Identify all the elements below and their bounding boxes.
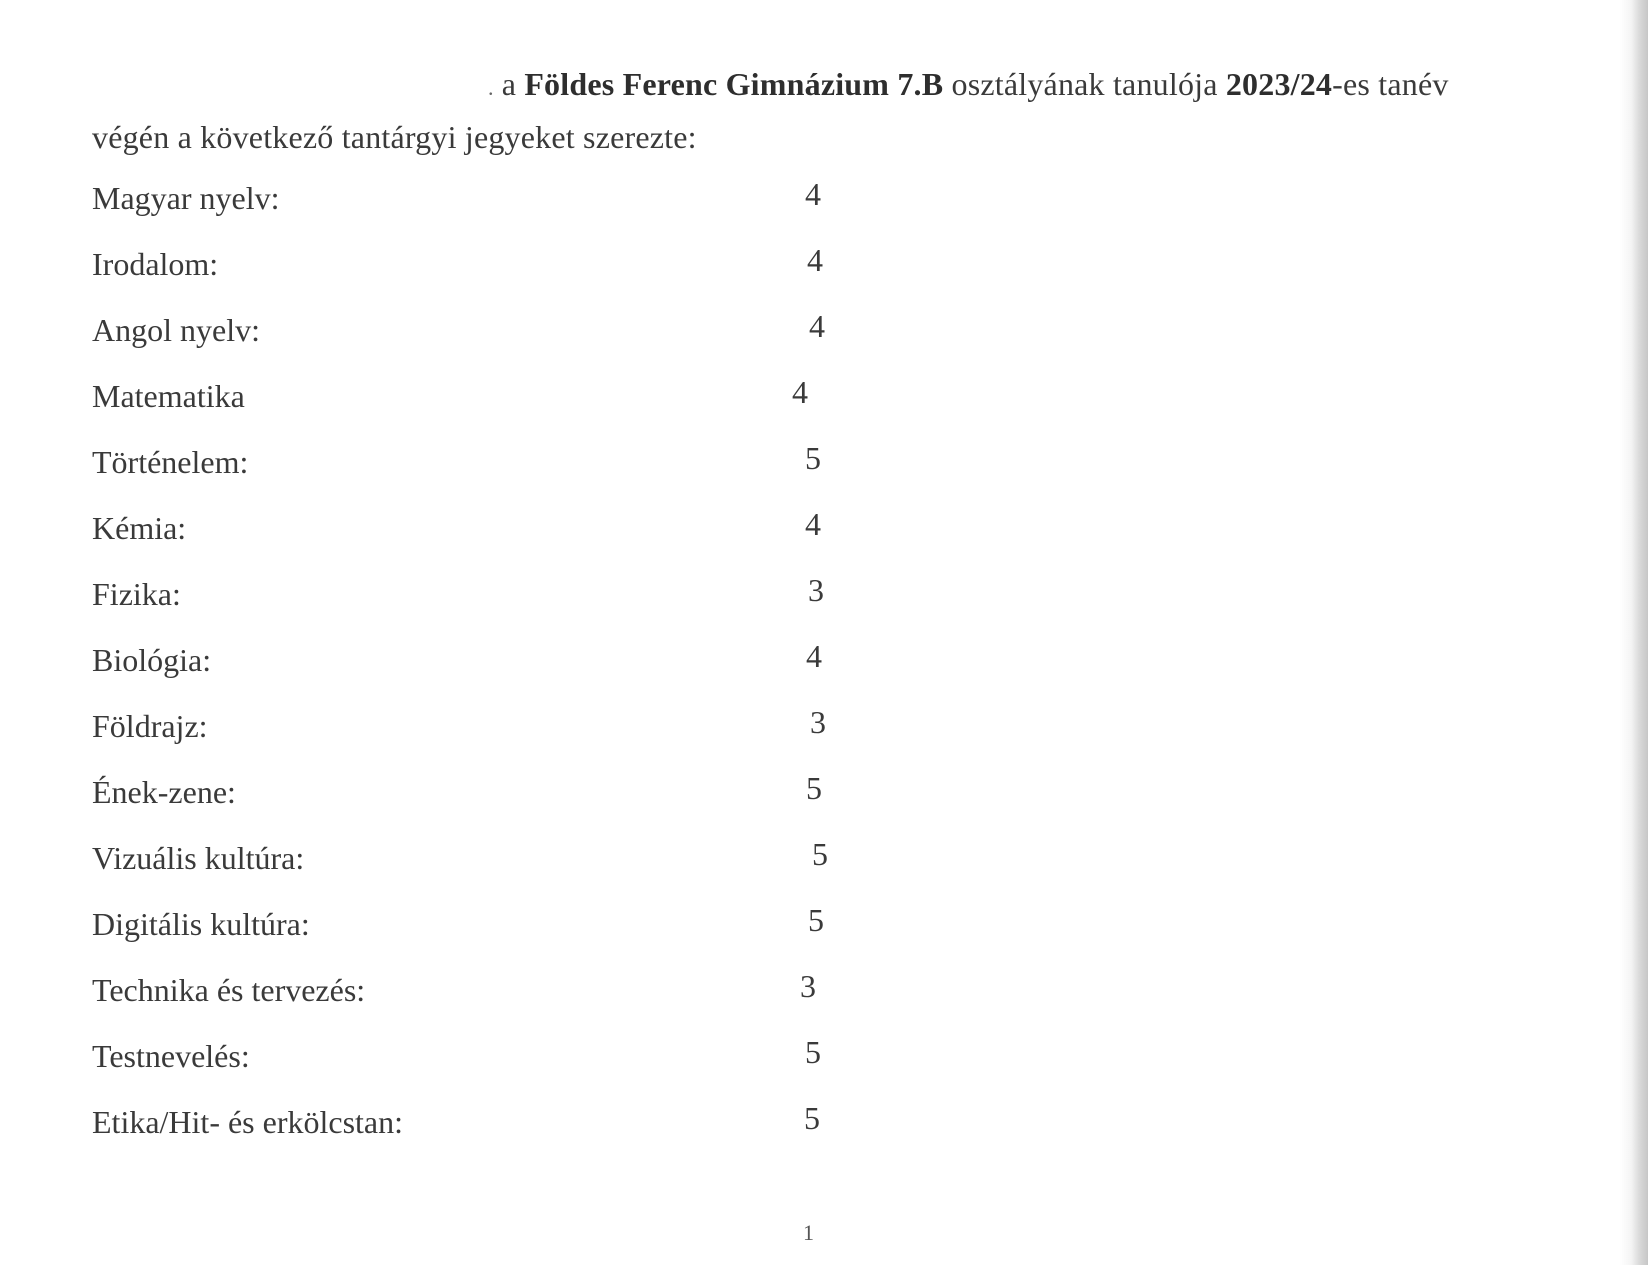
subject-grade: 5 (805, 440, 821, 476)
grade-list (92, 178, 892, 1168)
grade-row (92, 706, 892, 772)
scan-edge-shadow (1620, 0, 1648, 1265)
lead-mark: . (488, 75, 494, 100)
subject-grade: 4 (805, 176, 821, 212)
page-number: 1 (803, 1220, 814, 1245)
subject-name: Fizika: (92, 576, 181, 612)
subject-grade: 5 (804, 1100, 820, 1136)
subject-name: Kémia: (92, 510, 187, 546)
subject-name: Etika/Hit- és erkölcstan: (92, 1104, 404, 1140)
subject-grade: 3 (810, 704, 826, 740)
subject-grade: 4 (809, 308, 825, 344)
subject-name: Földrajz: (92, 708, 208, 744)
intro-article: a (501, 66, 517, 102)
grade-row (92, 970, 892, 1036)
subject-grade: 5 (806, 770, 822, 806)
subject-grade: 4 (792, 374, 808, 410)
school-year: 2023/24 (1225, 66, 1333, 102)
grade-row (92, 442, 892, 508)
subject-name: Technika és tervezés: (92, 972, 366, 1008)
grade-row (92, 574, 892, 640)
subject-grade: 5 (808, 902, 824, 938)
grade-row (92, 904, 892, 970)
subject-name: Angol nyelv: (92, 312, 260, 348)
subject-name: Vizuális kultúra: (92, 840, 305, 876)
intro-line-2: végén a következő tantárgyi jegyeket szerezte: (92, 119, 697, 155)
subject-grade: 3 (808, 572, 824, 608)
subject-grade: 3 (800, 968, 816, 1004)
grade-row (92, 244, 892, 310)
class-text: osztályának tanulója (951, 66, 1218, 102)
grade-row (92, 310, 892, 376)
subject-name: Matematika (92, 378, 245, 414)
subject-grade: 5 (805, 1034, 821, 1070)
subject-name: Magyar nyelv: (92, 180, 280, 216)
grade-row (92, 838, 892, 904)
subject-name: Testnevelés: (92, 1038, 250, 1074)
year-suffix: -es tanév (1332, 66, 1449, 102)
grade-row (92, 640, 892, 706)
subject-grade: 4 (805, 506, 821, 542)
subject-name: Irodalom: (92, 246, 219, 282)
subject-name: Ének-zene: (92, 774, 236, 810)
grade-row (92, 1102, 892, 1168)
grade-row (92, 772, 892, 838)
subject-name: Történelem: (92, 444, 249, 480)
subject-grade: 4 (807, 242, 823, 278)
grade-row (92, 1036, 892, 1102)
grade-row (92, 508, 892, 574)
subject-name: Digitális kultúra: (92, 906, 310, 942)
grade-row (92, 178, 892, 244)
subject-grade: 5 (812, 836, 828, 872)
grade-row (92, 376, 892, 442)
subject-name: Biológia: (92, 642, 212, 678)
school-name: Földes Ferenc Gimnázium 7.B (524, 66, 944, 102)
subject-grade: 4 (806, 638, 822, 674)
intro-line-1 (488, 64, 1449, 108)
